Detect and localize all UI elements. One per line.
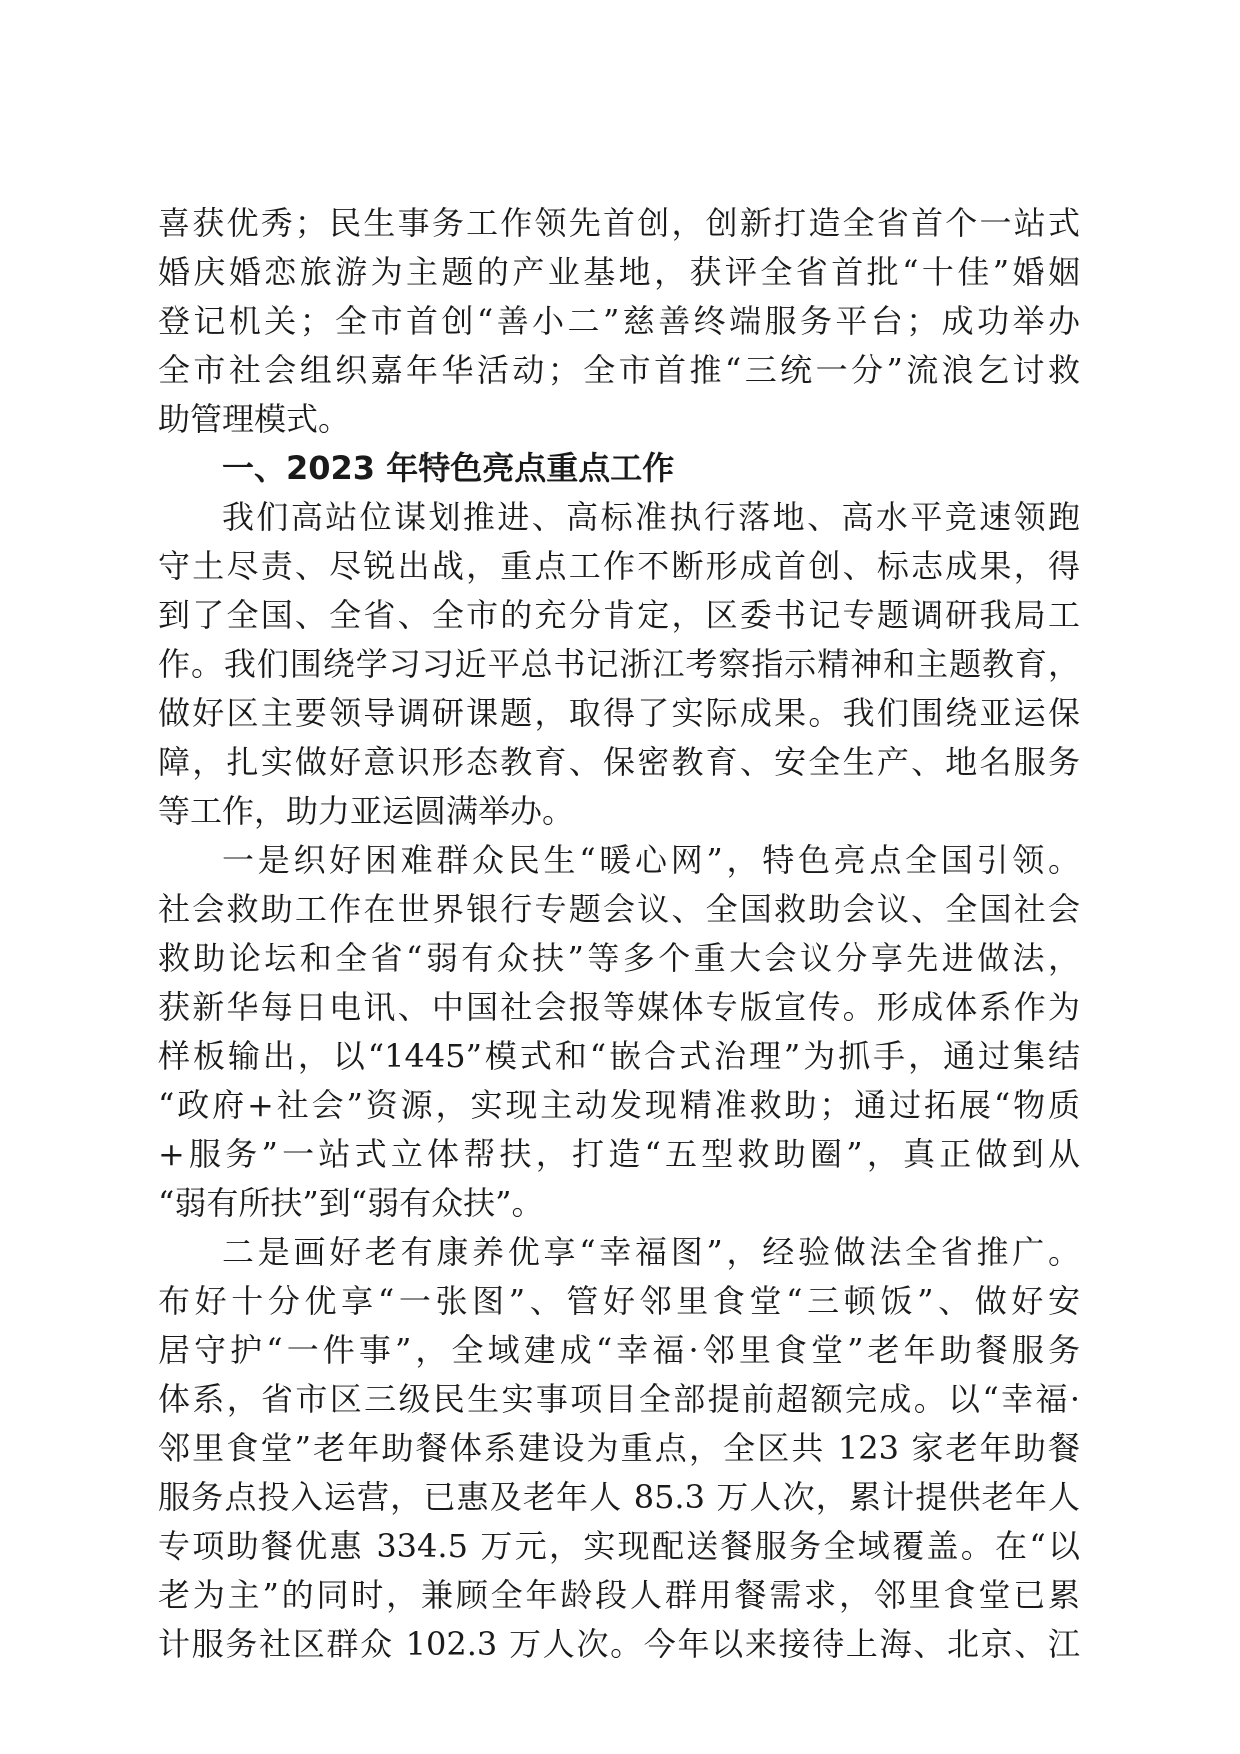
text-line: 守土尽责、尽锐出战，重点工作不断形成首创、标志成果，得 — [158, 547, 1080, 585]
text-line: “弱有所扶”到“弱有众扶”。 — [158, 1184, 544, 1222]
text-line: 助管理模式。 — [158, 400, 351, 438]
text-line: +服务”一站式立体帮扶，打造“五型救助圈”，真正做到从 — [158, 1135, 1080, 1173]
text-line: 登记机关；全市首创“善小二”慈善终端服务平台；成功举办 — [158, 302, 1080, 340]
text-line: 我们高站位谋划推进、高标准执行落地、高水平竞速领跑 — [222, 498, 1080, 536]
text-line: 样板输出，以“1445”模式和“嵌合式治理”为抓手，通过集结 — [158, 1037, 1080, 1075]
text-line: 等工作，助力亚运圆满举办。 — [158, 792, 575, 830]
text-line: 喜获优秀；民生事务工作领先首创，创新打造全省首个一站式 — [158, 204, 1080, 242]
text-line: 邻里食堂”老年助餐体系建设为重点，全区共 123 家老年助餐 — [158, 1429, 1080, 1467]
text-line: 获新华每日电讯、中国社会报等媒体专版宣传。形成体系作为 — [158, 988, 1080, 1026]
section-heading: 一、2023 年特色亮点重点工作 — [222, 449, 675, 487]
text-line: “政府+社会”资源，实现主动发现精准救助；通过拓展“物质 — [158, 1086, 1080, 1124]
text-line: 全市社会组织嘉年华活动；全市首推“三统一分”流浪乞讨救 — [158, 351, 1080, 389]
text-line: 社会救助工作在世界银行专题会议、全国救助会议、全国社会 — [158, 890, 1080, 928]
text-line: 居守护“一件事”，全域建成“幸福·邻里食堂”老年助餐服务 — [158, 1331, 1080, 1369]
text-line: 体系，省市区三级民生实事项目全部提前超额完成。以“幸福· — [158, 1380, 1080, 1418]
text-line: 一是织好困难群众民生“暖心网”，特色亮点全国引领。 — [222, 841, 1080, 879]
text-line: 计服务社区群众 102.3 万人次。今年以来接待上海、北京、江 — [158, 1625, 1080, 1663]
text-line: 做好区主要领导调研课题，取得了实际成果。我们围绕亚运保 — [158, 694, 1080, 732]
text-line: 专项助餐优惠 334.5 万元，实现配送餐服务全域覆盖。在“以 — [158, 1527, 1080, 1565]
text-line: 障，扎实做好意识形态教育、保密教育、安全生产、地名服务 — [158, 743, 1080, 781]
text-line: 老为主”的同时，兼顾全年龄段人群用餐需求，邻里食堂已累 — [158, 1576, 1080, 1614]
text-line: 二是画好老有康养优享“幸福图”，经验做法全省推广。 — [222, 1233, 1080, 1271]
text-line: 到了全国、全省、全市的充分肯定，区委书记专题调研我局工 — [158, 596, 1080, 634]
text-line: 服务点投入运营，已惠及老年人 85.3 万人次，累计提供老年人 — [158, 1478, 1080, 1516]
text-line: 布好十分优享“一张图”、管好邻里食堂“三顿饭”、做好安 — [158, 1282, 1080, 1320]
text-line: 作。我们围绕学习习近平总书记浙江考察指示精神和主题教育， — [158, 645, 1080, 683]
text-line: 救助论坛和全省“弱有众扶”等多个重大会议分享先进做法， — [158, 939, 1080, 977]
text-line: 婚庆婚恋旅游为主题的产业基地，获评全省首批“十佳”婚姻 — [158, 253, 1080, 291]
